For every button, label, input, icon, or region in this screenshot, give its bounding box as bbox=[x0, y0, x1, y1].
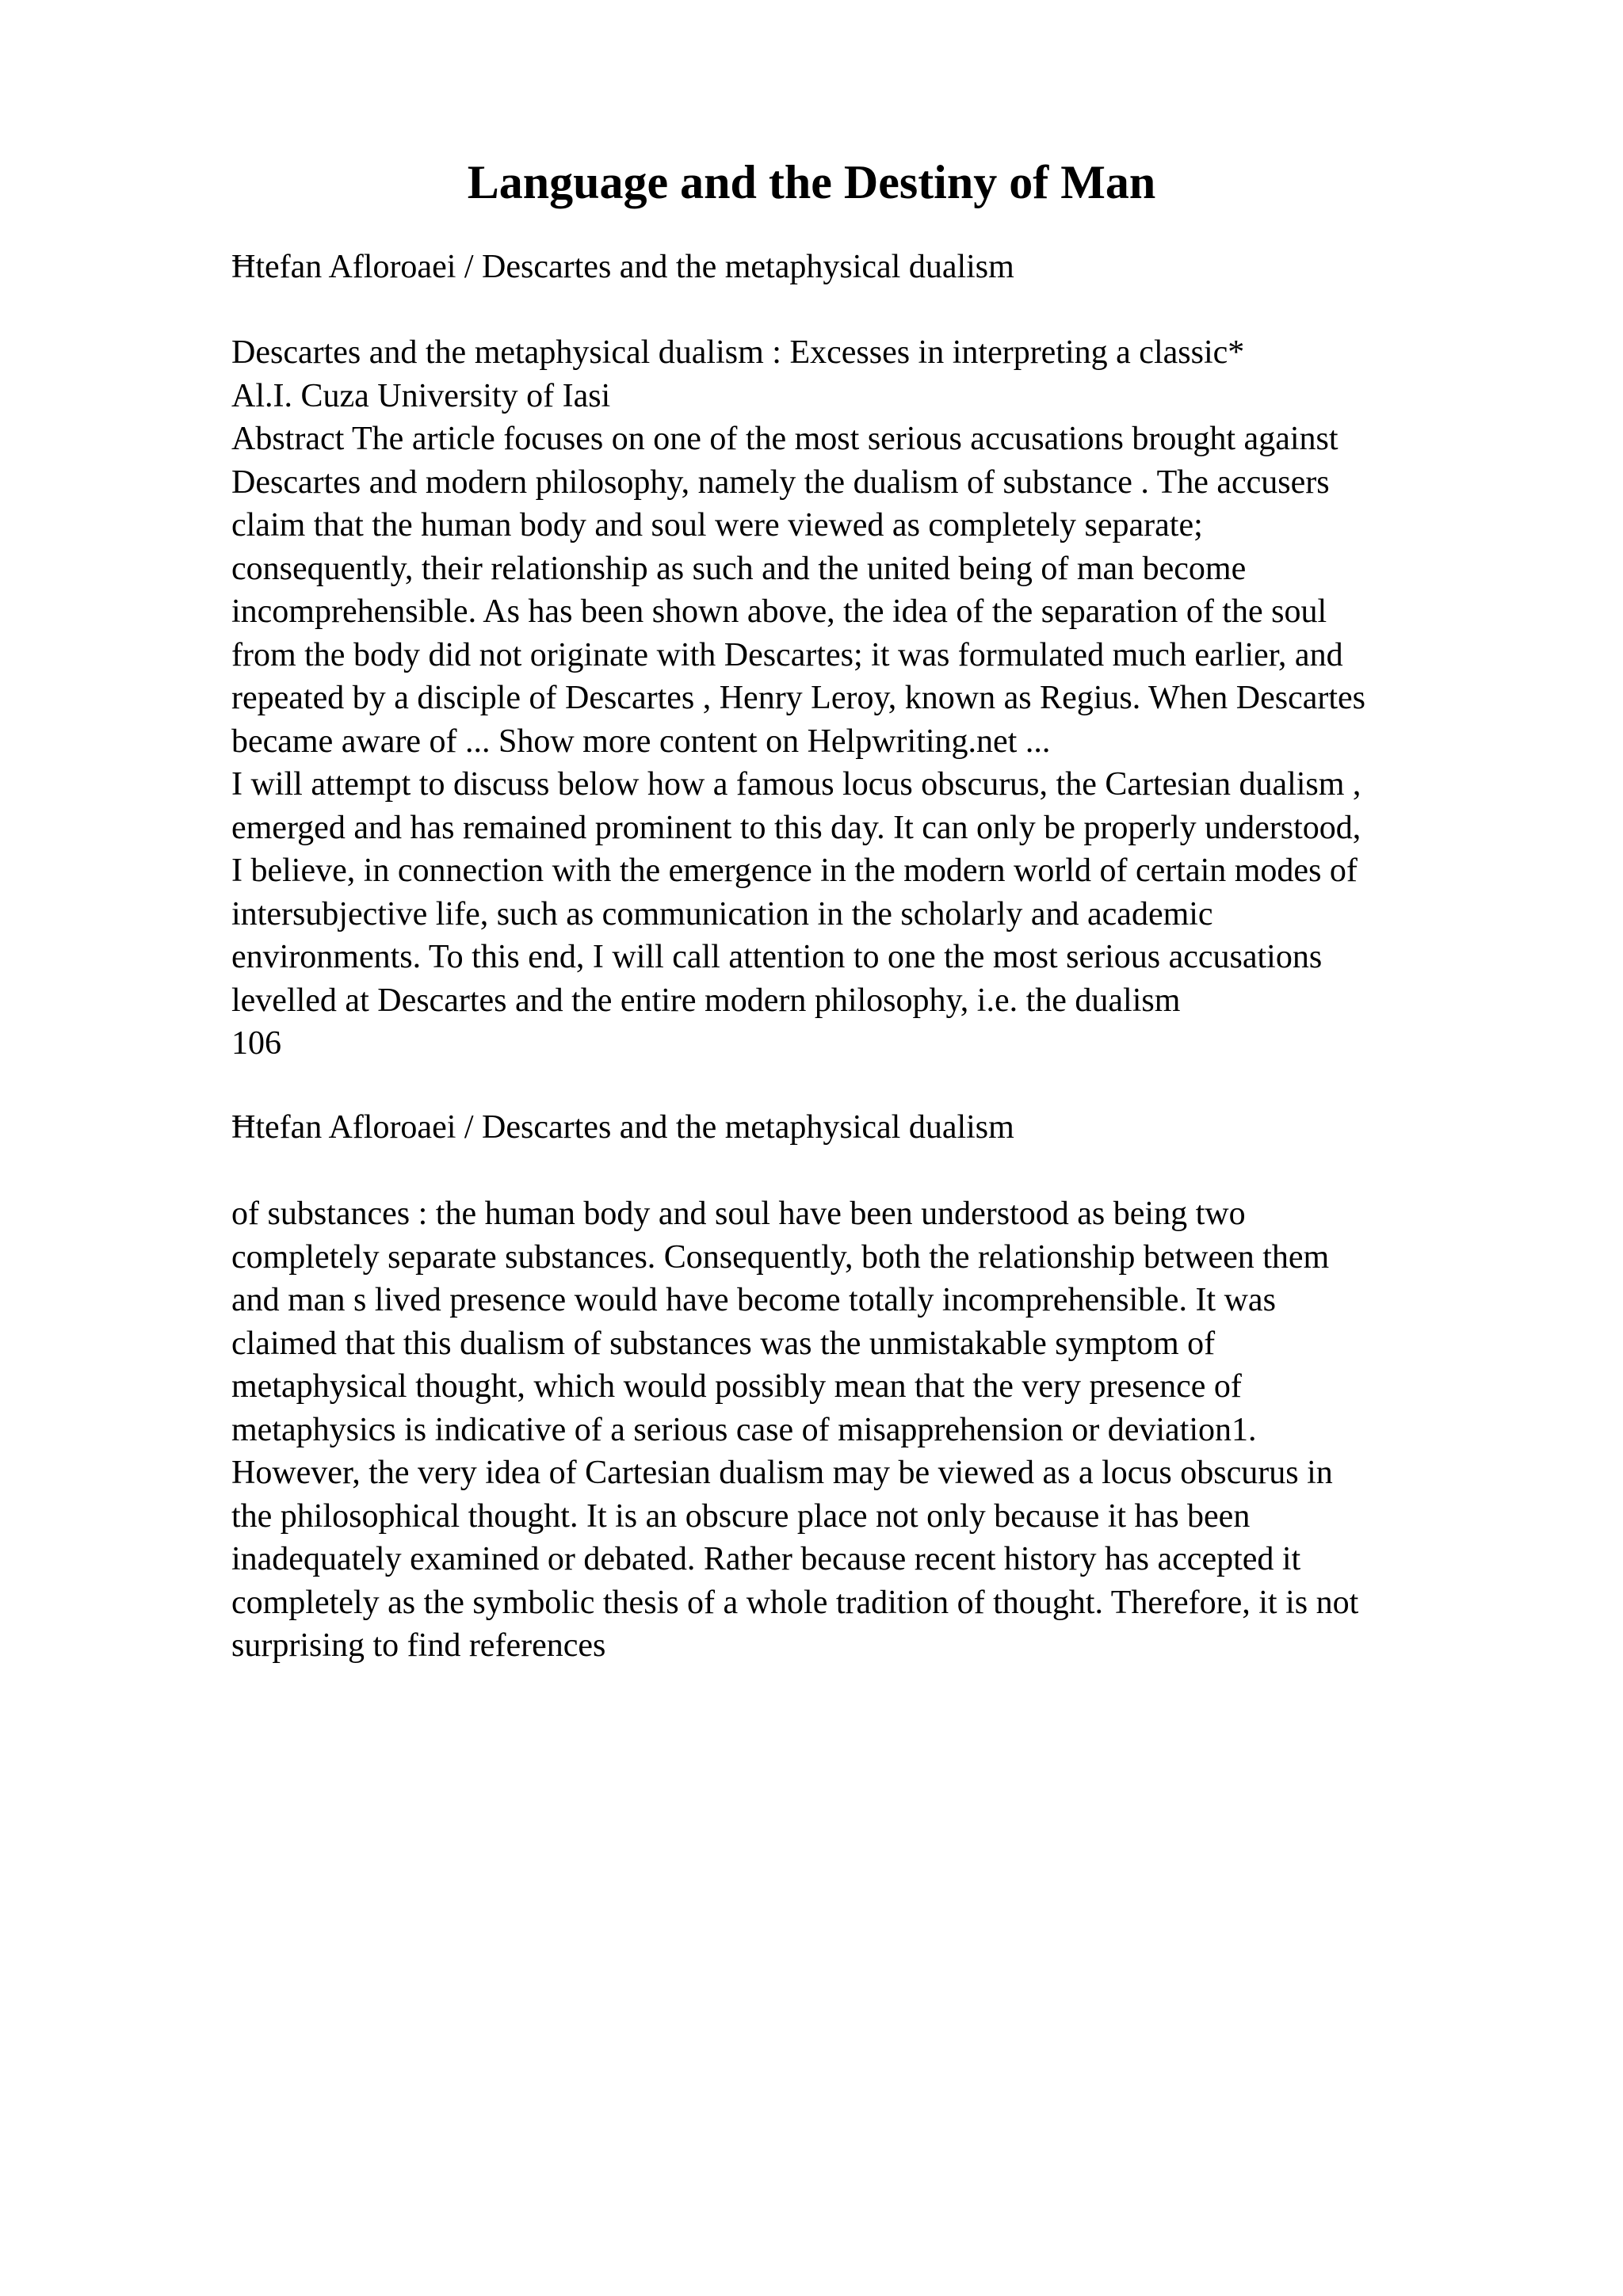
paragraph-line: claimed that this dualism of substances was the unmistakable symptom of bbox=[231, 1325, 1216, 1362]
running-head bbox=[231, 1106, 1594, 1150]
paragraph-line: metaphysical thought, which would possibly mean that the very presence of bbox=[231, 1368, 1242, 1405]
abstract-line: repeated by a disciple of Descartes , Henry Leroy, known as Regius. When Descartes bbox=[231, 680, 1365, 716]
abstract-line: became aware of ... Show more content on Helpwriting.net ... bbox=[231, 723, 1051, 760]
paragraph-line: completely separate substances. Consequently, both the relationship between them bbox=[231, 1238, 1330, 1276]
paragraph-line: intersubjective life, such as communication in the scholarly and academic bbox=[231, 895, 1213, 933]
abstract-line: from the body did not originate with Descartes; it was formulated much earlier, and bbox=[231, 636, 1343, 673]
abstract-line: Descartes and modern philosophy, namely the dualism of substance . The accusers bbox=[231, 463, 1330, 501]
paragraph-line: completely as the symbolic thesis of a whole tradition of thought. Therefore, it is not bbox=[231, 1584, 1359, 1621]
paragraph-line: inadequately examined or debated. Rather because recent history has accepted it bbox=[231, 1541, 1301, 1577]
paragraph-line: emerged and has remained prominent to this day. It can only be properly understood, bbox=[231, 809, 1361, 846]
paragraph-line: I believe, in connection with the emergence in the modern world of certain modes of bbox=[231, 852, 1358, 889]
paragraph-line: surprising to find references bbox=[231, 1627, 606, 1664]
subtitle-line: Descartes and the metaphysical dualism : Excesses in interpreting a classic* bbox=[231, 334, 1245, 371]
abstract-line: Abstract The article focuses on one of the most serious accusations brought against bbox=[231, 421, 1338, 457]
abstract-line: consequently, their relationship as such and the united being of man become bbox=[231, 550, 1247, 587]
body-section-1 bbox=[231, 331, 1594, 1066]
running-head-text: Ħtefan Afloroaei / Descartes and the metaphysical dualism bbox=[231, 1109, 1014, 1146]
document-title: Language and the Destiny of Man bbox=[467, 156, 1156, 208]
paragraph-line: levelled at Descartes and the entire modern philosophy, i.e. the dualism bbox=[231, 982, 1181, 1019]
page-number: 106 bbox=[231, 1025, 281, 1062]
paragraph-line: the philosophical thought. It is an obscure place not only because it has been bbox=[231, 1497, 1251, 1535]
running-head-text: Ħtefan Afloroaei / Descartes and the metaphysical dualism bbox=[231, 249, 1014, 285]
affiliation-line: Al.I. Cuza University of Iasi bbox=[231, 377, 611, 414]
abstract-line: incomprehensible. As has been shown above, the idea of the separation of the soul bbox=[231, 593, 1327, 630]
paragraph-line: I will attempt to discuss below how a famous locus obscurus, the Cartesian dualism , bbox=[231, 766, 1361, 803]
paragraph-line: and man s lived presence would have become totally incomprehensible. It was bbox=[231, 1282, 1276, 1318]
running-head bbox=[231, 246, 1594, 289]
paragraph-line: metaphysics is indicative of a serious case of misapprehension or deviation1. bbox=[231, 1411, 1257, 1448]
paragraph-line: However, the very idea of Cartesian dualism may be viewed as a locus obscurus in bbox=[231, 1455, 1333, 1491]
body-section-2 bbox=[231, 1192, 1594, 1668]
paragraph-line: environments. To this end, I will call attention to one the most serious accusations bbox=[231, 939, 1323, 975]
paragraph-line: of substances : the human body and soul have been understood as being two bbox=[231, 1196, 1246, 1232]
abstract-line: claim that the human body and soul were viewed as completely separate; bbox=[231, 507, 1203, 543]
